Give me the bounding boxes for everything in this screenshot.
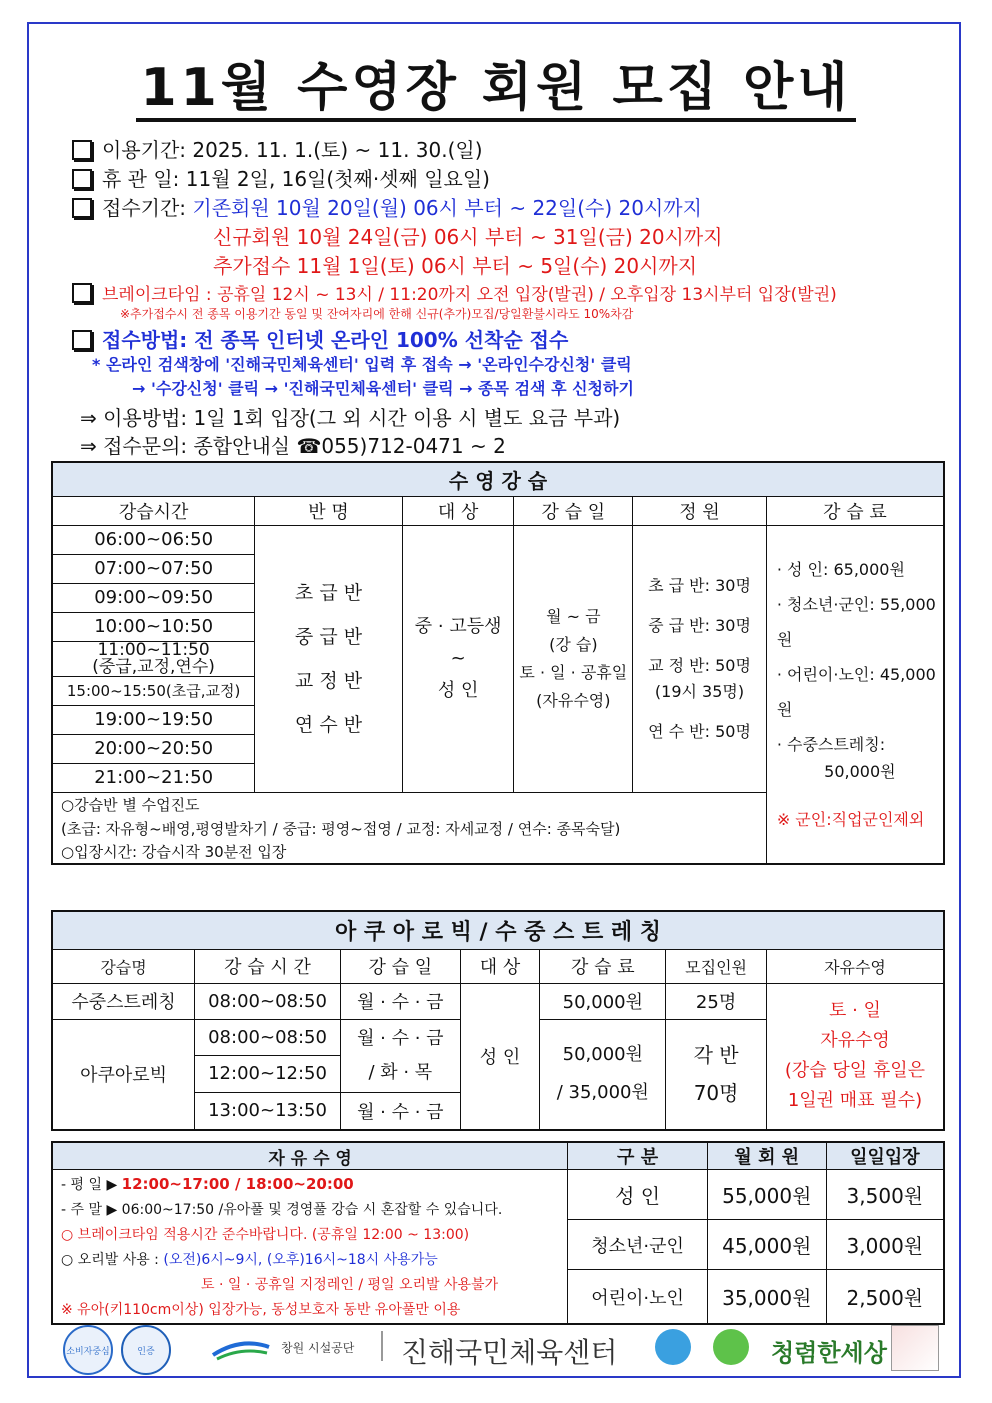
swim-time: 11:00~11:50 (중급,교정,연수) (52, 641, 255, 676)
info-reception: 접수기간: 기존회원 10월 20일(월) 06시 부터 ~ 22일(수) 20시까지 (72, 192, 702, 221)
price-label: 어린이·노인 (568, 1270, 708, 1324)
swim-header: 강 습 일 (514, 496, 633, 525)
fee-note: ※ 군인:직업군인제외 (776, 809, 925, 829)
info-usage: ⇒ 이용방법: 1일 1회 입장(그 외 시간 이용 시 별도 요금 부과) (80, 406, 621, 430)
price-header: 월 회 원 (707, 1142, 826, 1170)
price-day: 3,500원 (826, 1170, 944, 1220)
certification-badge-icon: 인증 (121, 1325, 171, 1375)
swim-header: 강 습 료 (766, 496, 944, 525)
footer (51, 1323, 945, 1373)
aero-name: 아쿠아로빅 (52, 1019, 195, 1130)
aqua-header: 강습명 (52, 949, 195, 983)
price-day: 2,500원 (826, 1270, 944, 1324)
agency-swoosh-icon (211, 1337, 271, 1361)
info-reception-extra: 추가접수 11월 1일(토) 06시 부터 ~ 5일(수) 20시까지 (213, 254, 698, 278)
aero-time: 12:00~12:50 (195, 1055, 341, 1092)
checkbox-icon (72, 283, 92, 303)
info-method: 접수방법: 전 종목 인터넷 온라인 100% 선착순 접수 (72, 324, 568, 353)
stretch-name: 수중스트레칭 (52, 983, 195, 1019)
checkbox-icon (72, 330, 92, 350)
mascot-icon (713, 1329, 749, 1365)
center-name: 진해국민체육센터 (401, 1336, 618, 1369)
swim-time: 15:00~15:50(초급,교정) (52, 676, 255, 705)
price-header: 일일입장 (826, 1142, 944, 1170)
award-badge-icon (891, 1325, 939, 1371)
aero-days: 월 · 수 · 금 (340, 1092, 460, 1130)
checkbox-icon (72, 140, 92, 160)
swim-time: 10:00~10:50 (52, 612, 255, 641)
swim-time: 09:00~09:50 (52, 583, 255, 612)
swim-header: 반 명 (255, 496, 403, 525)
swim-header: 대 상 (402, 496, 514, 525)
swim-days: 월 ~ 금 (강 습) 토 · 일 · 공휴일 (자유수영) (514, 525, 633, 792)
aqua-header: 자유수영 (766, 949, 944, 983)
checkbox-icon (72, 198, 92, 218)
swim-section-title: 수 영 강 습 (52, 462, 944, 496)
swim-header: 정 원 (633, 496, 767, 525)
price-label: 성 인 (568, 1170, 708, 1220)
swim-fees: · 성 인: 65,000원 · 청소년·군인: 55,000원 · 어린이·노인: 45,000원 · 수중스트레칭: 50,000원 ※ 군인:직업군인제외 (766, 525, 944, 864)
swim-time: 07:00~07:50 (52, 554, 255, 583)
info-break-time: 브레이크타임 : 공휴일 12시 ~ 13시 / 11:20까지 오전 입장(발권) / 오후입장 13시부터 입장(발권) (72, 280, 837, 305)
swim-time: 06:00~06:50 (52, 525, 255, 554)
slogan-logo: 청렴한세상 (771, 1339, 887, 1367)
checkbox-icon (72, 169, 92, 189)
aqua-table (51, 910, 945, 1131)
price-header: 구 분 (568, 1142, 708, 1170)
info-period: 이용기간: 2025. 11. 1.(토) ~ 11. 30.(일) (72, 134, 483, 163)
stretch-capacity: 25명 (666, 983, 767, 1019)
swim-progress-detail: (초급: 자유형~배영,평영발차기 / 중급: 평영~접영 / 교정: 자세교정 / 연수: 종목숙달) (52, 816, 766, 840)
aero-fee: 50,000원 / 35,000원 (540, 1019, 666, 1130)
swim-time: 20:00~20:50 (52, 734, 255, 763)
consumer-badge-icon: 소비자중심 (63, 1325, 113, 1375)
free-swim-table (51, 1141, 945, 1325)
agency-logo: 창원 시설공단 (211, 1337, 371, 1361)
swim-classes: 초 급 반 중 급 반 교 정 반 연 수 반 (255, 525, 403, 792)
aqua-target: 성 인 (460, 983, 540, 1130)
swim-table (51, 461, 945, 865)
free-swim-note: 토 · 일 자유수영 (강습 당일 휴일은 1일권 매표 필수) (766, 983, 944, 1130)
price-month: 55,000원 (707, 1170, 826, 1220)
swim-header: 강습시간 (52, 496, 255, 525)
aero-time: 13:00~13:50 (195, 1092, 341, 1130)
aero-capacity: 각 반 70명 (666, 1019, 767, 1130)
swim-time: 19:00~19:50 (52, 705, 255, 734)
stretch-fee: 50,000원 (540, 983, 666, 1019)
info-method-step1: * 온라인 검색창에 '진해국민체육센터' 입력 후 접속 → '온라인수강신청' 클릭 (92, 355, 632, 374)
footer-divider (381, 1331, 383, 1361)
aero-days: 월 · 수 · 금 / 화 · 목 (340, 1019, 460, 1092)
info-contact: ⇒ 접수문의: 종합안내실 ☎055)712-0471 ~ 2 (80, 434, 506, 458)
swim-capacity: 초 급 반: 30명 중 급 반: 30명 교 정 반: 50명 (19시 35명) 연 수 반: 50명 (633, 525, 767, 792)
page-title: 11월 수영장 회원 모집 안내 (0, 45, 992, 120)
price-month: 35,000원 (707, 1270, 826, 1324)
free-swim-details: - 평 일 ▶ 12:00~17:00 / 18:00~20:00 - 주 말 ▶ 06:00~17:50 /유아풀 및 경영풀 강습 시 혼잡할 수 있습니다. ○ 브레이크타임 적용시간 준수바랍니다. (공휴일 12:00 ~ 13:00) ○ 오리발 사용 : (오전)6시~9시, (오후)16시~18시 사용가능 토 · 일 · 공휴일 지정레인 / 평일 오리발 사용불가 ※ 유아(키110cm이상) 입장가능, 동성보호자 동반 유아풀만 이용 (52, 1170, 568, 1325)
price-label: 청소년·군인 (568, 1220, 708, 1270)
aqua-header: 강 습 시 간 (195, 949, 341, 983)
info-closed: 휴 관 일: 11월 2일, 16일(첫째·셋째 일요일) (72, 163, 490, 192)
aqua-header: 모집인원 (666, 949, 767, 983)
aqua-header: 대 상 (460, 949, 540, 983)
info-note: ※추가접수시 전 종목 이용기간 동일 및 잔여자리에 한해 신규(추가)모집/당일환불시라도 10%차감 (120, 307, 634, 321)
swim-progress-title: ○강습반 별 수업진도 (52, 792, 766, 816)
free-swim-title: 자 유 수 영 (52, 1142, 568, 1170)
stretch-time: 08:00~08:50 (195, 983, 341, 1019)
aero-time: 08:00~08:50 (195, 1019, 341, 1055)
swim-entry-time: ○입장시간: 강습시작 30분전 입장 (52, 840, 766, 864)
swim-target: 중 · 고등생 ~ 성 인 (402, 525, 514, 792)
mascot-icon (655, 1329, 691, 1365)
swim-time: 21:00~21:50 (52, 763, 255, 792)
aqua-header: 강 습 료 (540, 949, 666, 983)
aqua-section-title: 아 쿠 아 로 빅 / 수 중 스 트 레 칭 (52, 911, 944, 949)
info-method-step2: → '수강신청' 클릭 → '진해국민체육센터' 클릭 → 종목 검색 후 신청하기 (132, 379, 634, 398)
aqua-header: 강 습 일 (340, 949, 460, 983)
price-month: 45,000원 (707, 1220, 826, 1270)
info-reception-new: 신규회원 10월 24일(금) 06시 부터 ~ 31일(금) 20시까지 (213, 225, 723, 249)
price-day: 3,000원 (826, 1220, 944, 1270)
stretch-days: 월 · 수 · 금 (340, 983, 460, 1019)
